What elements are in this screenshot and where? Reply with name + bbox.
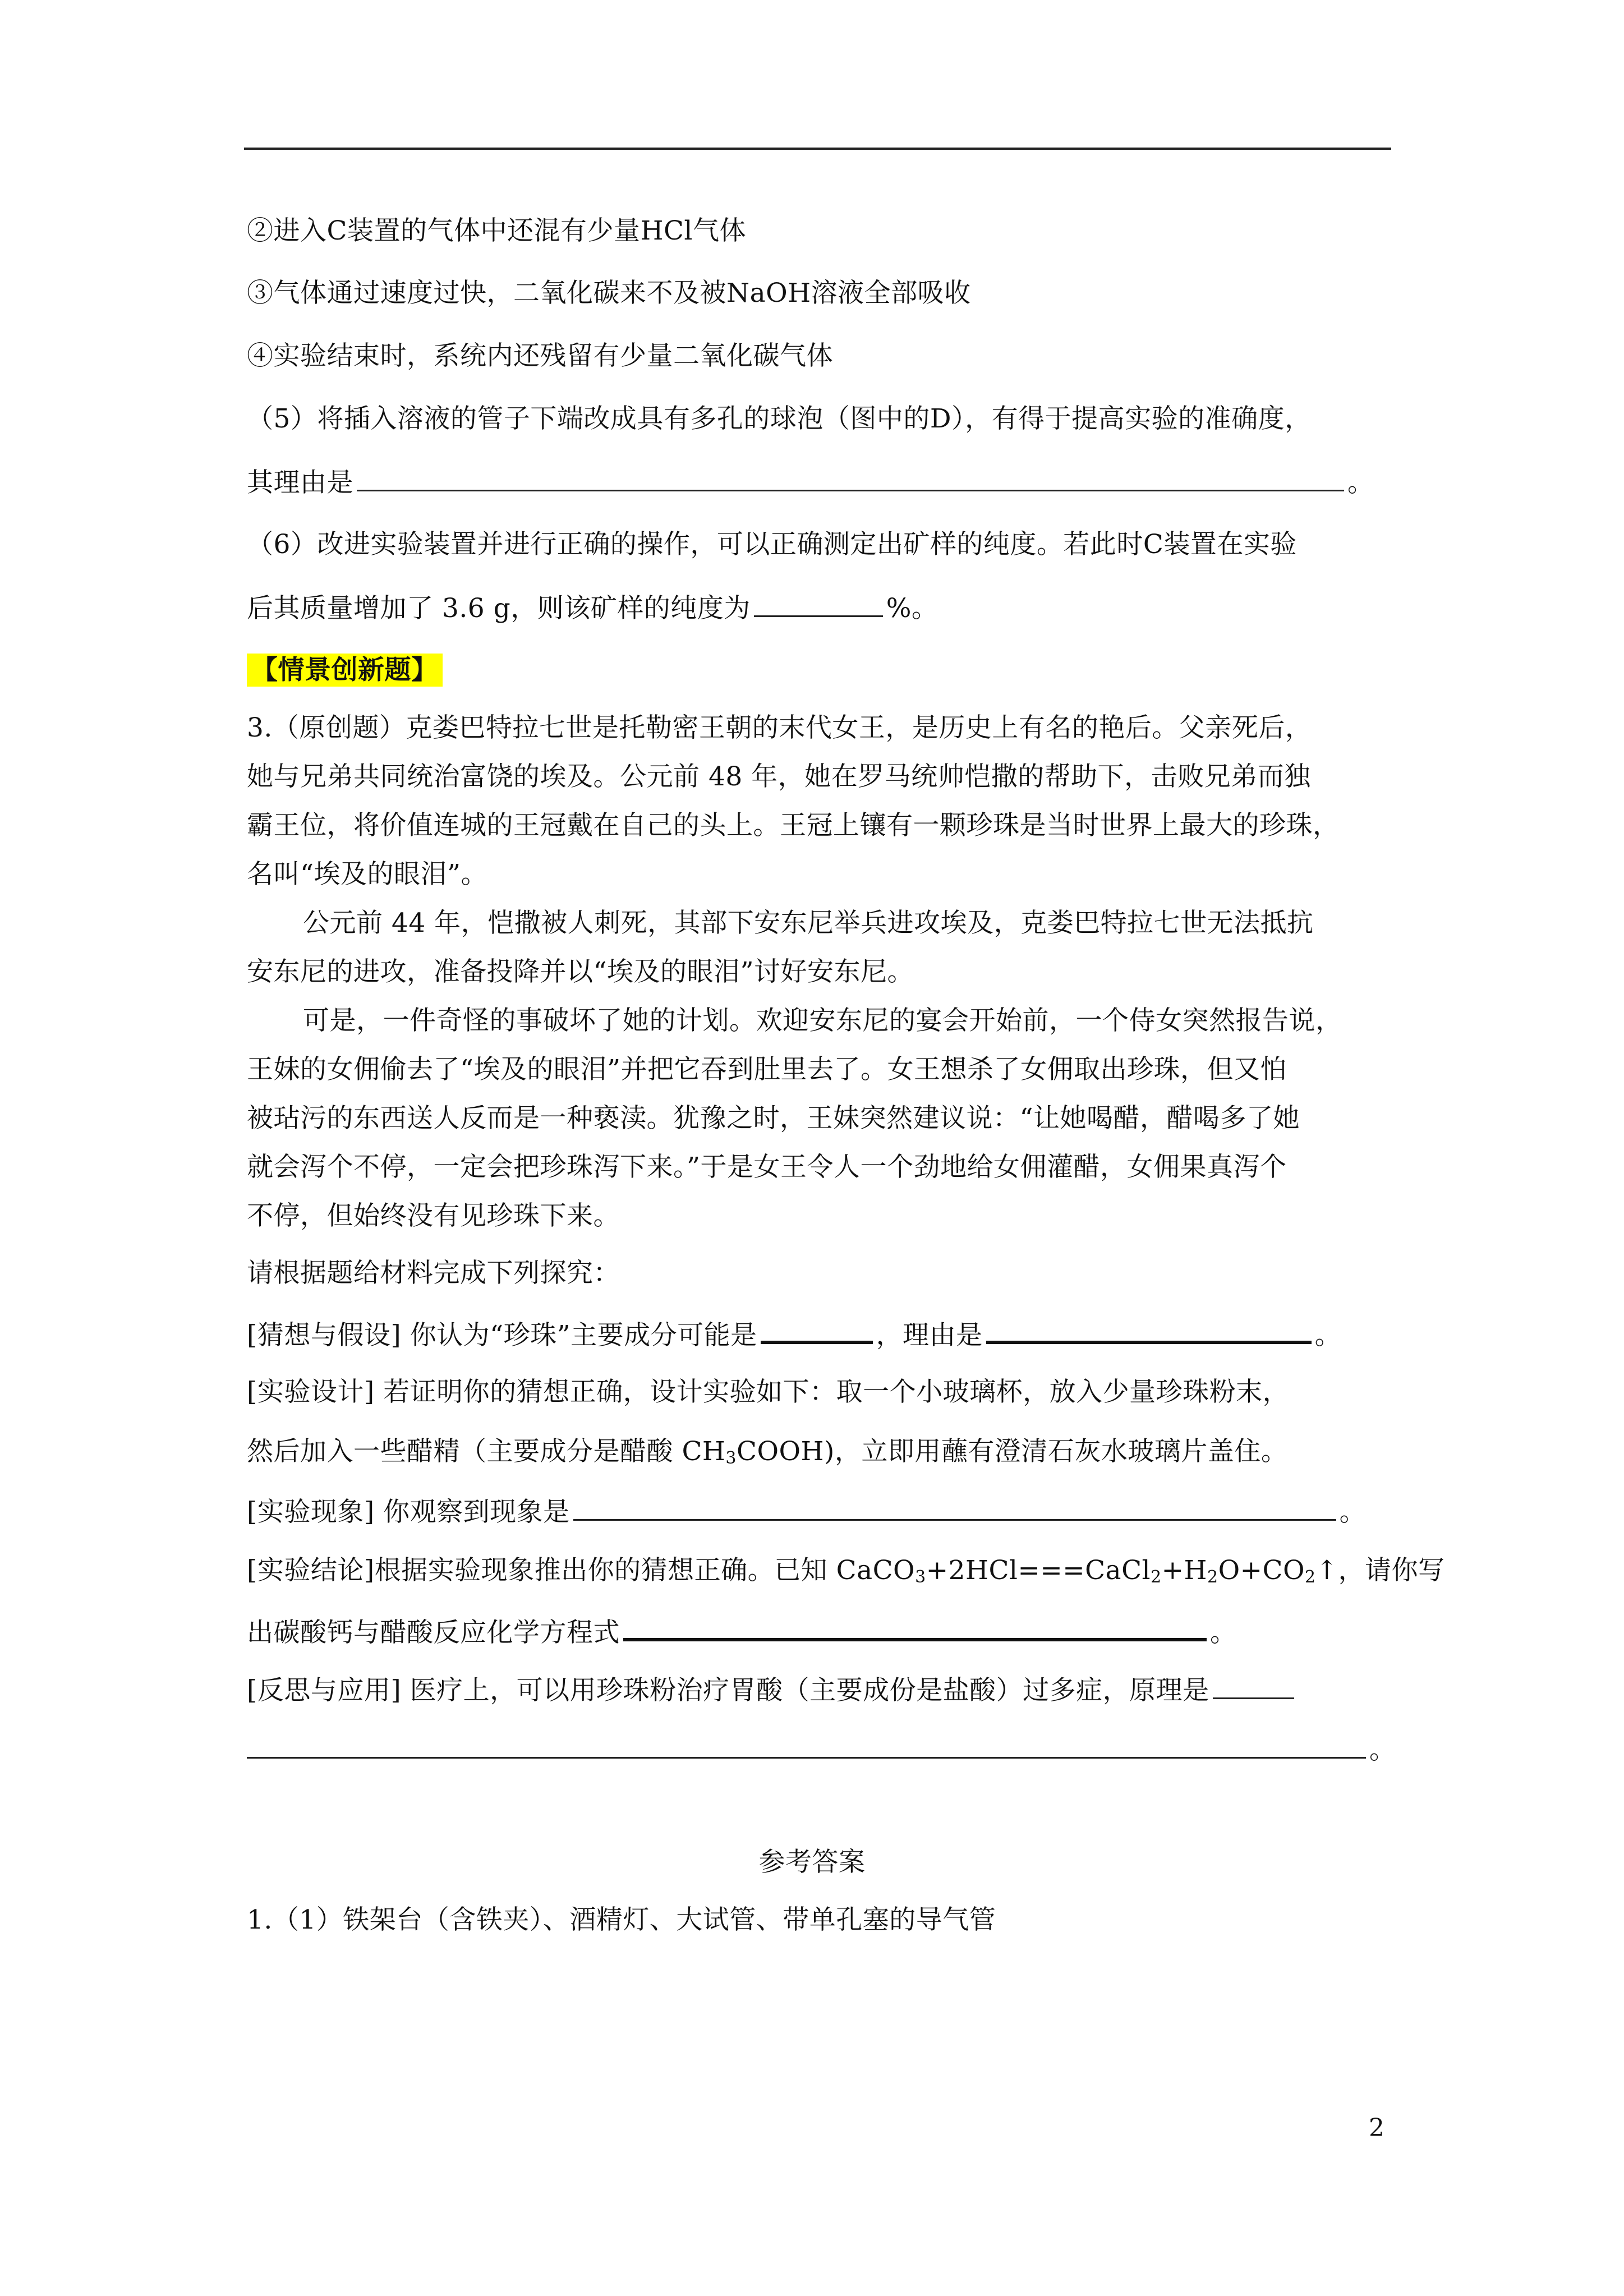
question-line: [实验设计] 若证明你的猜想正确，设计实验如下：取一个小玻璃杯，放入少量珍珠粉末， bbox=[247, 1377, 1290, 1407]
answer-blank[interactable] bbox=[623, 1613, 1207, 1641]
answer-line: 1.（1）铁架台（含铁夹）、酒精灯、大试管、带单孔塞的导气管 bbox=[247, 1904, 996, 1935]
subscript: 2 bbox=[1305, 1567, 1316, 1587]
answer-blank[interactable] bbox=[754, 591, 883, 617]
question-line bbox=[247, 1732, 1396, 1767]
prompt-text: 出碳酸钙与醋酸反应化学方程式 bbox=[247, 1617, 620, 1648]
question-line: 请根据题给材料完成下列探究： bbox=[247, 1258, 620, 1289]
answer-blank[interactable] bbox=[247, 1732, 1366, 1759]
punct: 。 bbox=[1210, 1617, 1237, 1648]
subscript: 3 bbox=[725, 1448, 737, 1468]
question-line bbox=[247, 1316, 1341, 1352]
prompt-text: [反思与应用] 医疗上，可以用珍珠粉治疗胃酸（主要成份是盐酸）过多症，原理是 bbox=[247, 1675, 1209, 1706]
highlight-tag: 【情景创新题】 bbox=[247, 654, 443, 687]
story-line: 霸王位，将价值连城的王冠戴在自己的头上。王冠上镶有一颗珍珠是当时世界上最大的珍珠， bbox=[247, 810, 1340, 841]
story-line: 就会泻个不停，一定会把珍珠泻下来。”于是女王令人一个劲地给女佣灌醋，女佣果真泻个 bbox=[247, 1152, 1287, 1182]
subscript: 3 bbox=[915, 1567, 926, 1587]
prompt-text: [猜想与假设] 你认为“珍珠”主要成分可能是 bbox=[247, 1320, 757, 1351]
punct: %。 bbox=[886, 593, 938, 624]
text-line bbox=[247, 591, 938, 625]
header-rule bbox=[244, 148, 1391, 150]
story-line: 3.（原创题）克娄巴特拉七世是托勒密王朝的末代女王，是历史上有名的艳后。父亲死后， bbox=[247, 712, 1312, 743]
punct: 。 bbox=[1339, 1497, 1367, 1527]
answer-blank[interactable] bbox=[761, 1316, 873, 1344]
story-line: 被玷污的东西送人反而是一种亵渎。犹豫之时，王妹突然建议说：“让她喝醋，醋喝多了她 bbox=[247, 1103, 1300, 1134]
story-line: 她与兄弟共同统治富饶的埃及。公元前 48 年，她在罗马统帅恺撒的帮助下，击败兄弟而独 bbox=[247, 761, 1311, 792]
section-tag bbox=[247, 654, 443, 687]
story-line: 安东尼的进攻，准备投降并以“埃及的眼泪”讨好安东尼。 bbox=[247, 956, 914, 987]
prompt-text: +H bbox=[1161, 1555, 1208, 1586]
text-line: （6）改进实验装置并进行正确的操作，可以正确测定出矿样的纯度。若此时C装置在实验 bbox=[247, 529, 1297, 560]
story-line: 可是，一件奇怪的事破坏了她的计划。欢迎安东尼的宴会开始前，一个侍女突然报告说， bbox=[303, 1005, 1342, 1036]
page-number: 2 bbox=[1369, 2114, 1384, 2142]
answer-blank[interactable] bbox=[986, 1316, 1312, 1344]
question-line bbox=[247, 1494, 1366, 1529]
prompt-text: 其理由是 bbox=[247, 467, 353, 498]
punct: 。 bbox=[1369, 1734, 1396, 1765]
prompt-text: 后其质量增加了 3.6 g，则该矿样的纯度为 bbox=[247, 593, 751, 624]
story-line: 名叫“埃及的眼泪”。 bbox=[247, 859, 488, 890]
text-line bbox=[247, 465, 1374, 500]
punct: 。 bbox=[1347, 467, 1374, 498]
prompt-text: +2HCl===CaCl bbox=[926, 1555, 1151, 1586]
prompt-text: ↑，请你写 bbox=[1315, 1555, 1445, 1586]
subscript: 2 bbox=[1207, 1567, 1218, 1587]
subscript: 2 bbox=[1151, 1567, 1162, 1587]
prompt-text: [实验结论]根据实验现象推出你的猜想正确。已知 CaCO bbox=[247, 1555, 915, 1586]
prompt-text: [实验现象] 你观察到现象是 bbox=[247, 1497, 570, 1527]
question-line bbox=[247, 1673, 1298, 1708]
text-line: ④实验结束时，系统内还残留有少量二氧化碳气体 bbox=[247, 341, 833, 371]
punct: 。 bbox=[1314, 1320, 1342, 1351]
story-line: 王妹的女佣偷去了“埃及的眼泪”并把它吞到肚里去了。女王想杀了女佣取出珍珠，但又怕 bbox=[247, 1054, 1287, 1085]
answer-title: 参考答案 bbox=[758, 1847, 866, 1878]
answer-blank[interactable] bbox=[573, 1494, 1336, 1521]
question-line bbox=[247, 1435, 1287, 1469]
prompt-text: COOH)，立即用蘸有澄清石灰水玻璃片盖住。 bbox=[736, 1436, 1288, 1467]
text-line: ②进入C装置的气体中还混有少量HCl气体 bbox=[247, 215, 746, 246]
question-line bbox=[247, 1554, 1445, 1588]
prompt-text: ，理由是 bbox=[876, 1320, 983, 1351]
text-line: ③气体通过速度过快，二氧化碳来不及被NaOH溶液全部吸收 bbox=[247, 278, 971, 309]
text-line: （5）将插入溶液的管子下端改成具有多孔的球泡（图中的D），有得于提高实验的准确度， bbox=[247, 403, 1312, 434]
prompt-text: O+CO bbox=[1218, 1555, 1305, 1586]
prompt-text: 然后加入一些醋精（主要成分是醋酸 CH bbox=[247, 1436, 726, 1467]
answer-blank[interactable] bbox=[1213, 1673, 1294, 1699]
question-line bbox=[247, 1613, 1237, 1650]
story-line: 公元前 44 年，恺撒被人刺死，其部下安东尼举兵进攻埃及，克娄巴特拉七世无法抵抗 bbox=[303, 908, 1314, 938]
answer-blank[interactable] bbox=[357, 465, 1344, 491]
story-line: 不停，但始终没有见珍珠下来。 bbox=[247, 1200, 620, 1231]
